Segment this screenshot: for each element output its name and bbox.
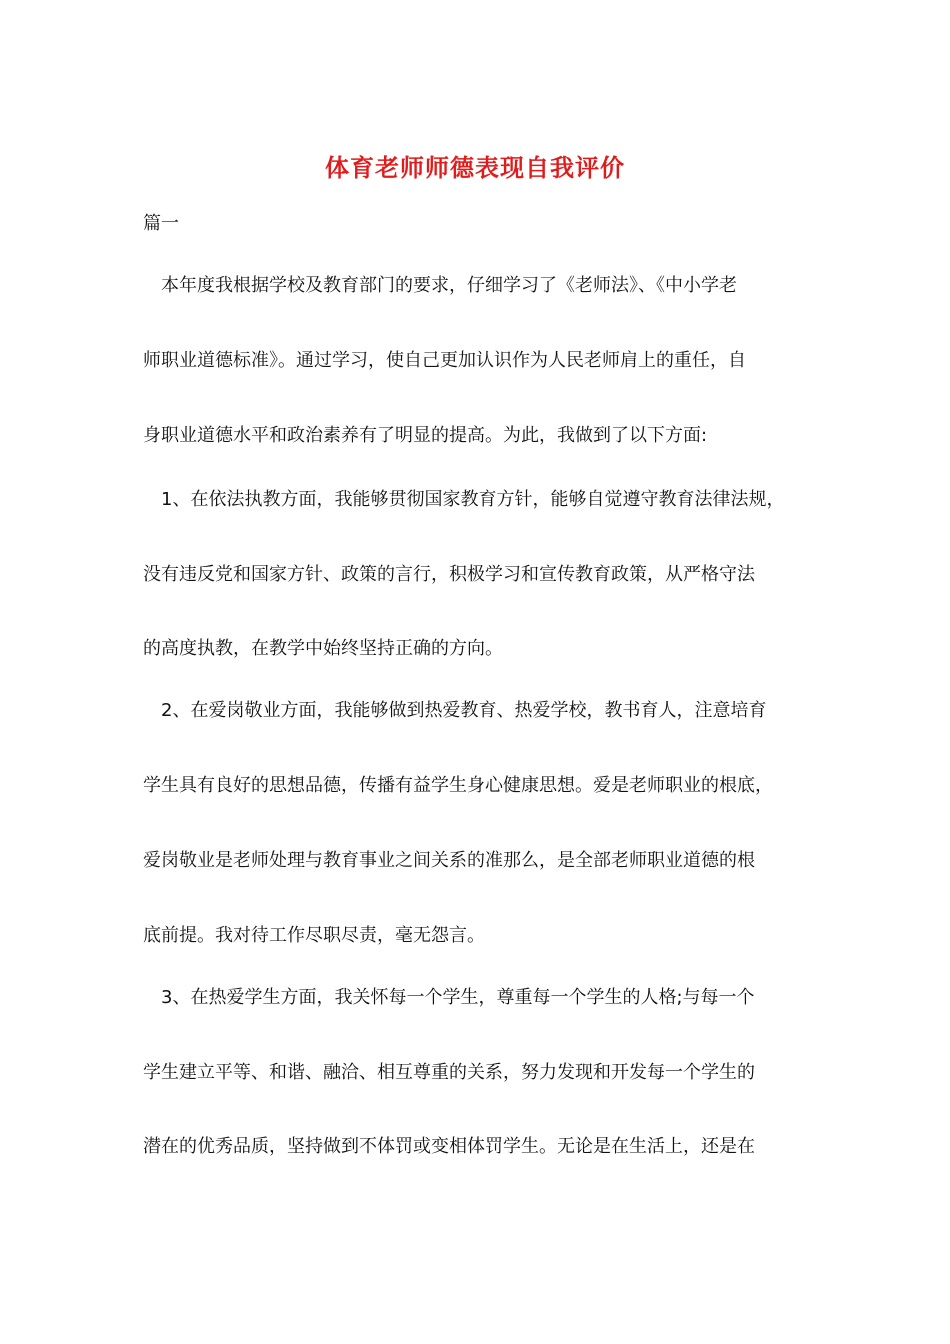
paragraph-line: 本年度我根据学校及教育部门的要求，仔细学习了《老师法》、《中小学老 [161,275,737,296]
paragraph-line: 3、在热爱学生方面，我关怀每一个学生，尊重每一个学生的人格;与每一个 [161,987,755,1008]
paragraph-line: 1、在依法执教方面，我能够贯彻国家教育方针，能够自觉遵守教育法律法规， [161,489,785,510]
paragraph-line: 爱岗敬业是老师处理与教育事业之间关系的准那么，是全部老师职业道德的根 [143,850,755,871]
section-label: 篇一 [143,213,179,234]
paragraph-line: 学生具有良好的思想品德，传播有益学生身心健康思想。爱是老师职业的根底， [143,775,773,796]
paragraph-line: 师职业道德标准》。通过学习，使自己更加认识作为人民老师肩上的重任，自 [143,350,746,371]
paragraph-line: 潜在的优秀品质，坚持做到不体罚或变相体罚学生。无论是在生活上，还是在 [143,1136,755,1157]
paragraph-line: 身职业道德水平和政治素养有了明显的提高。为此，我做到了以下方面: [143,425,708,446]
paragraph-line: 没有违反党和国家方针、政策的言行，积极学习和宣传教育政策，从严格守法 [143,564,755,585]
document-title: 体育老师师德表现自我评价 [325,153,625,182]
paragraph-line: 的高度执教，在教学中始终坚持正确的方向。 [143,638,503,659]
paragraph-line: 2、在爱岗敬业方面，我能够做到热爱教育、热爱学校，教书育人，注意培育 [161,700,767,721]
paragraph-line: 底前提。我对待工作尽职尽责，毫无怨言。 [143,925,485,946]
paragraph-line: 学生建立平等、和谐、融洽、相互尊重的关系，努力发现和开发每一个学生的 [143,1062,755,1083]
